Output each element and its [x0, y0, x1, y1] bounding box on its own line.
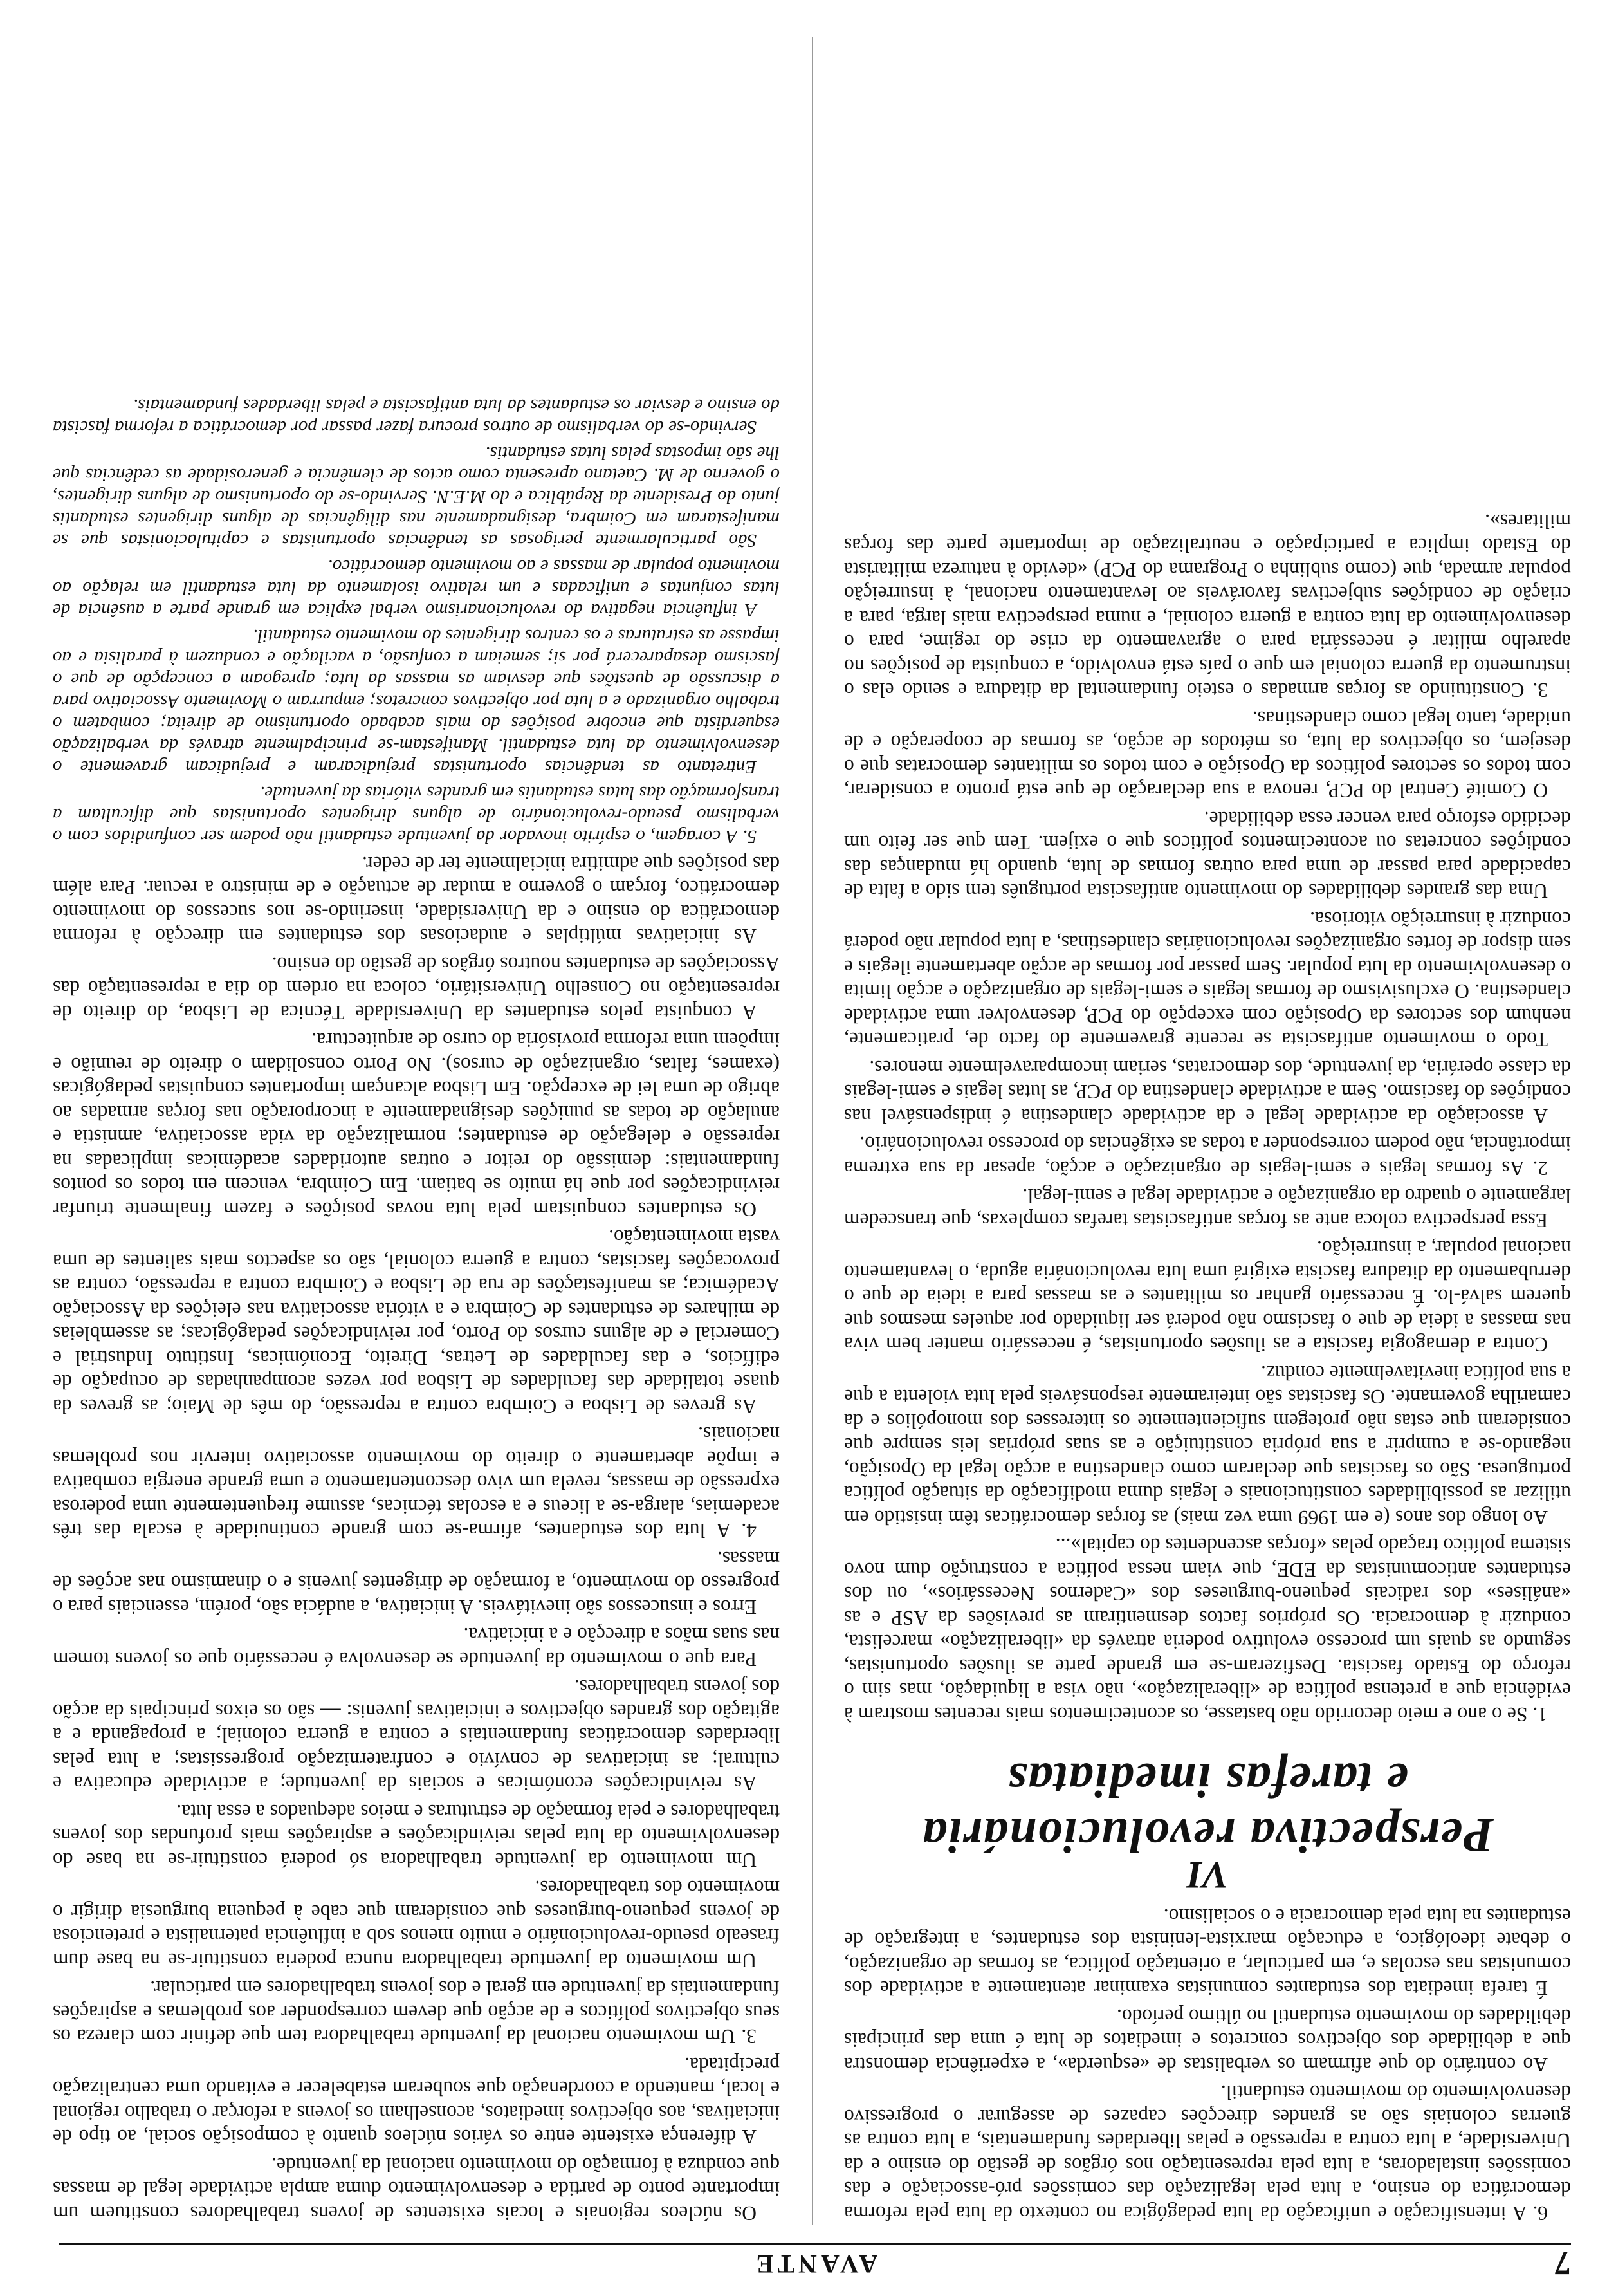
- paragraph: A associação da actividade legal e da actividade clandestina é indispensável nas condições do fascismo. Sem a actividade clandestina do PCP, as lutas legais e semi-legais da classe operária, da juventude, dos democratas, seriam incomparavelmente menores.: [844, 1057, 1571, 1127]
- paragraph: 5. A coragem, o espírito inovador da juventude estudantil não podem ser confundidos com o verbalismo pseudo-revolucionário de alguns dirigentes oportunistas que dificultam a transformação das lutas estudantis em grandes vitórias da juventude.: [53, 782, 780, 847]
- paragraph: Para que o movimento da juventude se desenvolva é necessário que os jovens tomem nas suas mãos a direcção e a iniciativa.: [53, 1624, 780, 1671]
- paragraph: 3. Constituindo as forças armadas o esteio fundamental da ditadura e sendo elas o instrumento da guerra colonial em que o país está envolvido, a conquista de posições no aparelho militar é necessária para o agravamento da crise do regime, para o desenvolvimento da luta contra a guerra colonial, e numa perspectiva mais larga, para a criação de condições subjectivas favoráveis ao levantamento nacional, à insurreição popular armada, que (como sublinha o Programa do PCP) «devido à natureza militarista do Estado implica a participação e neutralização de importante parte das forças militares».: [844, 510, 1571, 702]
- paragraph: Essa perspectiva coloca ante as forças antifascistas tarefas complexas, que transcedem largamente o quadro da organização e actividade legal e semi-legal.: [844, 1185, 1571, 1232]
- column-divider: [812, 37, 813, 2225]
- paragraph: Um movimento da juventude trabalhadora só poderá constituir-se na base do desenvolvimento da luta pelas reivindicações e aspirações mais profundas dos jovens trabalhadores e pela formação de estruturas e meios adequados a essa luta.: [53, 1801, 780, 1871]
- publication-title: AVANTE: [752, 2250, 878, 2279]
- paragraph: As reivindicações económicas e sociais da juventude; a actividade educativa e cultural; as iniciativas de convívio e confraternização progressistas; a luta pelas liberdades democráticas fundamentais e contra a guerra colonial; a propaganda e a agitação dos grandes objectivos e iniciativas juvenis: — são os eixos principais da acção dos jovens trabalhadores.: [53, 1676, 780, 1795]
- paragraph: Todo o movimento antifascista se recente gravemente do facto de, praticamente, nenhum dos sectores da Oposição com excepção do PCP, desenvolver uma actividade clandestina. O exclusivismo de formas legais e semi-legais de organização e acção limita o desenvolvimento da luta popular. Sem passar por formas de acção abertamente ilegais e sem dispor de fortes organizações revolucionárias clandestinas, a luta popular não poderá conduzir à insurreição vitoriosa.: [844, 908, 1571, 1051]
- paragraph: As iniciativas múltiplas e audaciosas dos estudantes em direcção à reforma democrática do ensino e da Universidade, inserindo-se nos sucessos do movimento democrático, forçam o governo a mudar de actuação e de ministro a recuar. Para além das posições que admitira inicialmente ter de ceder.: [53, 853, 780, 948]
- paragraph: São particularmente perigosas as tendências oportunistas e capitulacionistas que se manifestaram em Coimbra, designadamente nas diligências de alguns dirigentes estudantis junto do Presidente da República e do M.E.N. Servindo-se do oportunismo de alguns dirigentes, o governo de M. Caetano apresenta como actos de clemência e generosidade as cedências que lhe são impostas pelas lutas estudantis.: [53, 443, 780, 551]
- paragraph: Os estudantes conquistam pela luta novas posições e fazem finalmente triunfar reivindicações por que há muito se batiam. Em Coimbra, vencem em todos os pontos fundamentais: demissão do reitor e outras autoridades académicas implicadas na repressão e delegação de estudantes; normalização da vida associativa, amnistia e anulação de todas as punições designadamente a incorporação nas forças armadas ao abrigo de uma lei de excepção. Em Lisboa alcançam importantes conquistas pedagógicas (exames, faltas, organização de cursos). No Porto consolidam o direito de reunião e impõem uma reforma provisória do curso de arquitectura.: [53, 1029, 780, 1221]
- paragraph: Entretanto as tendências oportunistas prejudicaram e prejudicam gravemente o desenvolvimento da luta estudantil. Manifestam-se principalmente através da verbalização esquerdista que encobre posições do mais acabado oportunismo de direita; combatem o trabalho organizado e a luta por objectivos concretos; empurram o Movimento Associativo para a discussão de questões que desviam as massas da luta; apregoam a concepção de que o fascismo desaparecerá por si; semeiam a confusão, a vacilação e conduzem à paralisia e ao impasse as estruturas e os centros dirigentes do movimento estudantil.: [53, 625, 780, 778]
- paragraph: 1. Se o ano e meio decorrido não bastasse, os acontecimentos mais recentes mostram à evidência que a pretensa política de «liberalização», não visa a liquidação, mas sim o reforço do Estado fascista. Desfizeram-se em grande parte as ilusões oportunistas, segundo as quais um processo evolutivo poderia através da «liberalização» marcelista, conduzir à democracia. Os próprios factos desmentiram as previsões da ASP e as «análises» dos radicais pequeno-burgueses dos «Cadernos Necessários», ou dos estudantes anticomunistas da EDE, que viam nessa política a construção dum novo sistema político traçado pelas «forças ascendentes do capital»...: [844, 1534, 1571, 1726]
- paragraph: Contra a demagogia fascista e as ilusões oportunistas, é necessário manter bem viva nas massas a ideia de que o fascismo não poderá ser liquidado por aqueles mesmos que querem salvá-lo. É necessário ganhar os militantes e as massas para a ideia de que o derrubamento da ditadura fascista exigirá uma luta revolucionária aguda, o levantamento nacional popular, a insurreição.: [844, 1237, 1571, 1356]
- paragraph: 2. As formas legais e semi-legais de organização e acção, apesar da sua extrema importância, não podem corresponder a todas as exigências do processo revolucionário.: [844, 1133, 1571, 1180]
- paragraph: Ao longo dos anos (e em 1969 uma vez mais) as forças democráticas têm insistido em utilizar as possibilidades constitucionais e legais duma modificação da situação política portuguesa. São os fascistas que declaram como clandestina a acção legal da Oposição, negando-se a cumprir a sua própria constituição e as suas próprias leis sempre que consideram que estas não protegem suficientemente os interesses dos monopólios e da camarilha governante. Os fascistas são inteiramente responsáveis pela luta violenta a que a sua política inevitavelmente conduz.: [844, 1362, 1571, 1529]
- page-number: 7: [1554, 2245, 1571, 2281]
- paragraph: O Comité Central do PCP, renova a sua declaração de que está pronto a considerar, com todos os sectores políticos da Oposição e com todos os militantes democratas que o desejem, os objectivos da luta, os métodos de acção, as formas de cooperação e de unidade, tanto legal como clandestinas.: [844, 707, 1571, 802]
- paragraph: Servindo-se do verbalismo de outros procura fazer passar por democrática a reforma fascista do ensino e desviar os estudantes da luta antifascista e pelas liberdades fundamentais.: [53, 395, 780, 438]
- section-number: VI: [1187, 1854, 1228, 1897]
- section-title-line-2: e tarefas imediatas: [1006, 1753, 1409, 1807]
- paragraph: A diferença existente entre os vários núcleos quanto à composição social, ao tipo de iniciativas, aos objectivos imediatos, aconselham os jovens a reforçar o trabalho regional e local, mantendo a coordenação que souberam estabelecer e evitando uma centralização precipitada.: [53, 2053, 780, 2149]
- paragraph: Um movimento da juventude trabalhadora nunca poderia constituir-se na base dum frasealo pseudo-revolucionário e muito menos sob a influência paternalista e pretenciosa de jovens pequeno-burgueses que consideram que cabe à pequena burguesia dirigir o movimento dos trabalhadores.: [53, 1876, 780, 1972]
- paragraph: Erros e insucessos são inevitáveis. A iniciativa, a audácia são, porém, essenciais para o progresso do movimento, a formação de dirigentes juvenis e o dinamismo nas acções de massas.: [53, 1548, 780, 1618]
- paragraph: Os núcleos regionais e locais existentes de jovens trabalhadores constituem um importante ponto de partida e desenvolvimento duma ampla actividade legal de massas que conduza à formação do movimento nacional da juventude.: [53, 2154, 780, 2225]
- paragraph: 3. Um movimento nacional da juventude trabalhadora tem que definir com clareza os seus objectivos políticos e de acção que devem corresponder aos problemas e aspirações fundamentais da juventude em geral e dos jovens trabalhadores em particular.: [53, 1977, 780, 2048]
- paragraph: A influência negativa do revolucionarismo verbal explica em grande parte a ausência de lutas conjuntas e unificadas e um relativo isolamento da luta estudantil em relação ao movimento popular de massas e ao movimento democrático.: [53, 556, 780, 621]
- page-header: [59, 2243, 1571, 2283]
- paragraph: 4. A luta dos estudantes, afirma-se com grande continuidade à escala das três academias, alarga-se a liceus e a escolas técnicas, assume frequentemente uma poderosa expressão de massas, revela um vivo descontentamento e uma grande energia combativa e impõe abertamente o direito do movimento associativo intervir nos problemas nacionais.: [53, 1423, 780, 1542]
- right-column: [53, 37, 780, 2225]
- paragraph: É tarefa imediata dos estudantes comunistas examinar atentamente a actividade dos comunistas nas escolas e, em particular, a orientação política, as formas de organização, o debate ideológico, a educação marxista-leninista dos estudantes, a integração de estudantes na luta pela democracia e o socialismo.: [844, 1905, 1571, 2000]
- paragraph: Uma das grandes debilidades do movimento antifascista português tem sido a falta de capacidade para passar de uma para outras formas de luta, quando há mudanças das condições concretas ou acontecimentos políticos que o exijem. Tem que ser feito um decidido esforço para vencer essa debilidade.: [844, 808, 1571, 903]
- section-heading: [844, 1752, 1571, 1897]
- paragraph: A conquista pelos estudantes da Universidade Técnica de Lisboa, do direito de representação no Conselho Universitário, coloca na ordem do dia a representação das Associações de estudantes noutros órgãos de gestão do ensino.: [53, 953, 780, 1024]
- paragraph: 6. A intensificação e unificação da luta pedagógica no contexto da luta pela reforma democrática do ensino, a luta pela legalização das comissões pró-associação e das comissões instaladoras, a luta pela representação nos órgãos de gestão do ensino e da Universidade, a luta contra a repressão e pelas liberdades fundamentais, a luta contra as guerras coloniais são as grandes direcções capazes de assegurar o progressivo desenvolvimento do movimento estudantil.: [844, 2081, 1571, 2225]
- left-column: [844, 37, 1571, 2225]
- paragraph: Ao contrário do que afirmam os verbalistas de «esquerda», a experiência demonstra que a debilidade dos objectivos concretos e imediatos de luta é uma das principais debilidades do movimento estudantil no último período.: [844, 2005, 1571, 2076]
- paragraph: As greves de Lisboa e Coimbra contra a repressão, do mês de Maio; as greves da quase totalidade das faculdades de Lisboa por vezes acompanhadas de ocupação de edifícios, e das faculdades de Letras, Direito, Económicas, Instituto Industrial e Comercial e de alguns cursos do Porto, por reivindicações pedagógicas; as assembleias de milhares de estudantes de Coimbra e a vitória associativa nas eleições da Associação Académica; as manifestações de rua de Lisboa e Coimbra contra a repressão, contra as provocações fascistas, contra a guerra colonial, são os aspectos mais salientes de uma vasta movimentação.: [53, 1226, 780, 1418]
- section-title-line-1: Perspectiva revolucionária: [921, 1808, 1494, 1862]
